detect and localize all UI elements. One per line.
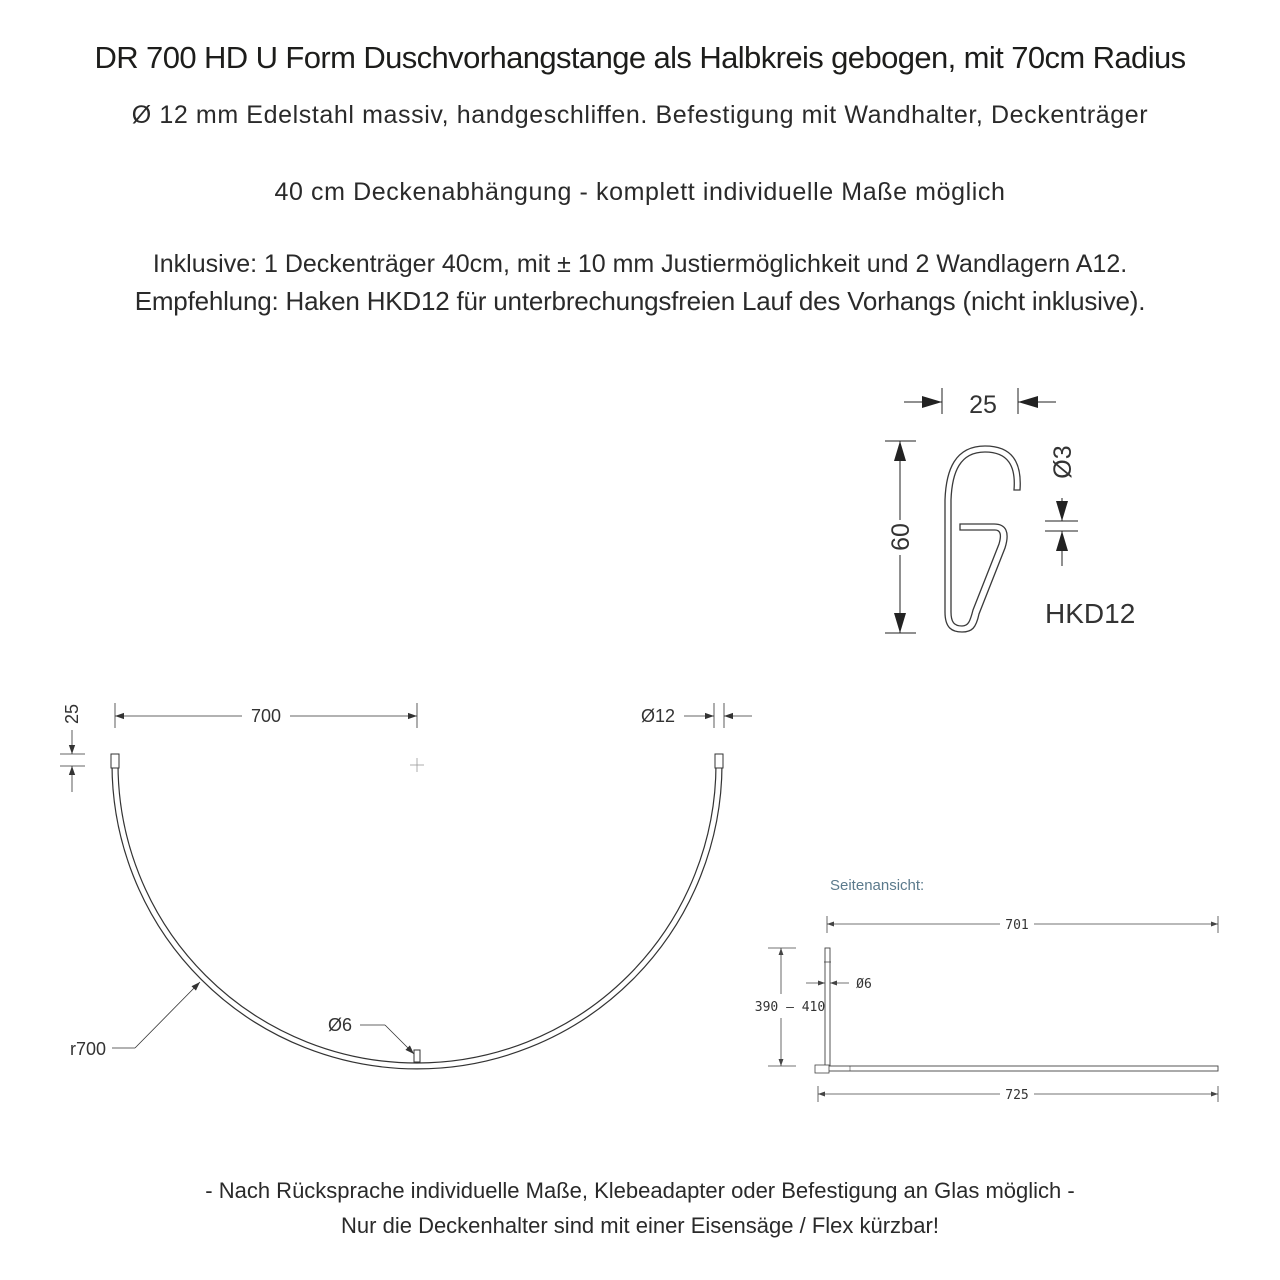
- hook-drawing: [885, 388, 1135, 633]
- rod-plan-drawing: [60, 703, 752, 1069]
- rod-arc-outer: [112, 764, 722, 1069]
- inclusive-note: Inklusive: 1 Deckenträger 40cm, mit ± 10 mm Justiermöglichkeit und 2 Wandlagern A12.: [152, 250, 1128, 278]
- rod-span-label: 700: [250, 706, 282, 726]
- hook-diameter-label: Ø3: [1049, 445, 1077, 479]
- side-drop-label: 390 – 410: [754, 1000, 826, 1015]
- side-top-length-label: 701: [1005, 918, 1029, 933]
- hook-outline: [945, 446, 1020, 632]
- side-carrier-diameter-label: Ø6: [856, 977, 872, 992]
- ceiling-carrier-plan: [414, 1050, 420, 1062]
- side-view-drawing: [755, 877, 1218, 1103]
- footer-note-custom: - Nach Rücksprache individuelle Maße, Klebeadapter oder Befestigung an Glas möglich -: [205, 1178, 1075, 1203]
- hook-name-label: HKD12: [1045, 598, 1136, 629]
- wall-mount-left: [111, 754, 119, 768]
- hook-height-label: 60: [887, 523, 915, 551]
- ceiling-carrier-side: [825, 948, 830, 1066]
- side-bottom-length-label: 725: [1005, 1088, 1029, 1103]
- carrier-diameter-label: Ø6: [327, 1015, 353, 1035]
- recommendation-note: Empfehlung: Haken HKD12 für unterbrechungsfreien Lauf des Vorhangs (nicht inklusive).: [134, 286, 1146, 316]
- side-view-heading: Seitenansicht:: [830, 877, 925, 894]
- rod-offset-label: 25: [62, 703, 82, 725]
- page-title: DR 700 HD U Form Duschvorhangstange als Halbkreis gebogen, mit 70cm Radius: [94, 40, 1186, 75]
- subtitle-material: Ø 12 mm Edelstahl massiv, handgeschliffen. Befestigung mit Wandhalter, Deckenträger: [131, 101, 1149, 129]
- footer-note-cutting: Nur die Deckenhalter sind mit einer Eisensäge / Flex kürzbar!: [341, 1213, 939, 1238]
- subtitle-suspension: 40 cm Deckenabhängung - komplett individuelle Maße möglich: [274, 178, 1006, 206]
- rod-diameter-label: Ø12: [640, 706, 676, 726]
- rod-side: [820, 1066, 1218, 1071]
- rod-radius-label: r700: [69, 1039, 107, 1059]
- hook-width-label: 25: [969, 391, 997, 419]
- rod-arc-inner: [118, 764, 716, 1063]
- wall-mount-right: [715, 754, 723, 768]
